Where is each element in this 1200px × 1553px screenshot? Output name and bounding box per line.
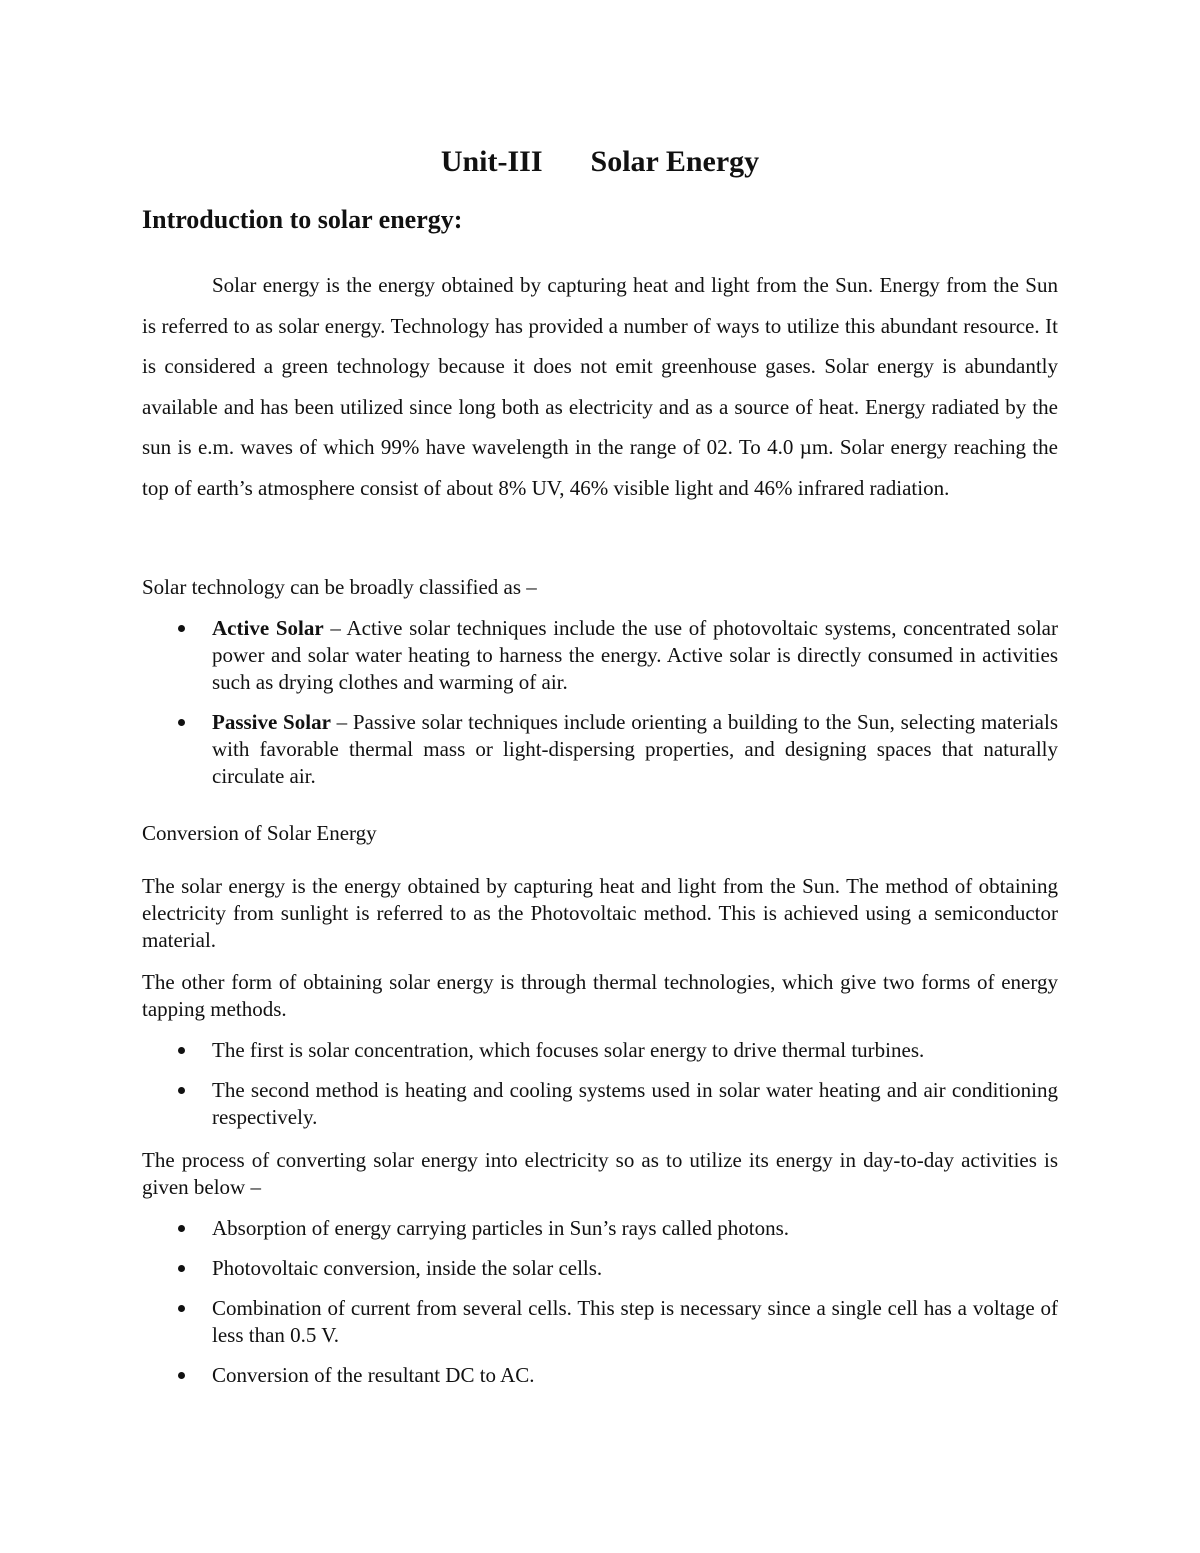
bullet-icon — [178, 1372, 185, 1379]
list-item-text: Conversion of the resultant DC to AC. — [212, 1363, 535, 1387]
list-item-text: The second method is heating and cooling systems used in solar water heating and air conditioning respectively. — [212, 1078, 1058, 1129]
intro-paragraph-text: Solar energy is the energy obtained by capturing heat and light from the Sun. Energy from the Sun is referred to as solar energy. Technology has provided a number of ways to utilize this abundant resource. It is considered a green technology because it does not emit greenhouse gases. Solar energy is abundantly available and has been utilized since long both as electricity and as a source of heat. Energy radiated by the sun is e.m. waves of which 99% have wavelength in the range of 02. To 4.0 µm. Solar energy reaching the top of earth’s atmosphere consist of about 8% UV, 46% visible light and 46% infrared radiation. — [142, 273, 1058, 500]
list-item-text: – Active solar techniques include the use of photovoltaic systems, concentrated solar power and solar water heating to harness the energy. Active solar is directly consumed in activities such as drying clothes and warming of air. — [212, 616, 1058, 694]
thermal-methods-list — [142, 1037, 1058, 1131]
conversion-heading: Conversion of Solar Energy — [142, 821, 377, 845]
bullet-icon — [178, 1225, 185, 1232]
list-item-text: Absorption of energy carrying particles in Sun’s rays called photons. — [212, 1216, 789, 1240]
page-title — [0, 142, 1200, 182]
list-item-text: The first is solar concentration, which focuses solar energy to drive thermal turbines. — [212, 1038, 925, 1062]
conversion-paragraph-3: The process of converting solar energy into electricity so as to utilize its energy in day-to-day activities is given below – — [142, 1148, 1058, 1199]
classification-list — [142, 615, 1058, 790]
list-item-term: Passive Solar — [212, 710, 331, 734]
list-item-text: Combination of current from several cells. This step is necessary since a single cell has a voltage of less than 0.5 V. — [212, 1296, 1058, 1347]
conversion-paragraph-2: The other form of obtaining solar energy is through thermal technologies, which give two forms of energy tapping methods. — [142, 970, 1058, 1021]
list-item-text: – Passive solar techniques include orienting a building to the Sun, selecting materials with favorable thermal mass or light-dispersing properties, and designing spaces that naturally circulate air. — [212, 710, 1058, 788]
list-item — [142, 1362, 1058, 1389]
list-item — [142, 1295, 1058, 1349]
bullet-icon — [178, 1265, 185, 1272]
bullet-icon — [178, 1047, 185, 1054]
list-item — [142, 1255, 1058, 1282]
list-item — [142, 709, 1058, 790]
title-unit: Unit-III — [440, 145, 543, 178]
title-topic: Solar Energy — [590, 145, 760, 178]
list-item-text: Photovoltaic conversion, inside the solar cells. — [212, 1256, 603, 1280]
list-item — [142, 1215, 1058, 1242]
classification-lead: Solar technology can be broadly classified as – — [142, 575, 537, 599]
bullet-icon — [178, 719, 185, 726]
list-item-term: Active Solar — [212, 616, 324, 640]
list-item — [142, 1037, 1058, 1064]
bullet-icon — [178, 625, 185, 632]
intro-heading: Introduction to solar energy: — [142, 205, 463, 234]
bullet-icon — [178, 1305, 185, 1312]
process-steps-list — [142, 1215, 1058, 1389]
list-item — [142, 615, 1058, 696]
list-item — [142, 1077, 1058, 1131]
conversion-paragraph-1: The solar energy is the energy obtained by capturing heat and light from the Sun. The method of obtaining electricity from sunlight is referred to as the Photovoltaic method. This is achieved using a semiconductor material. — [142, 874, 1058, 952]
bullet-icon — [178, 1087, 185, 1094]
intro-paragraph — [142, 265, 1058, 508]
